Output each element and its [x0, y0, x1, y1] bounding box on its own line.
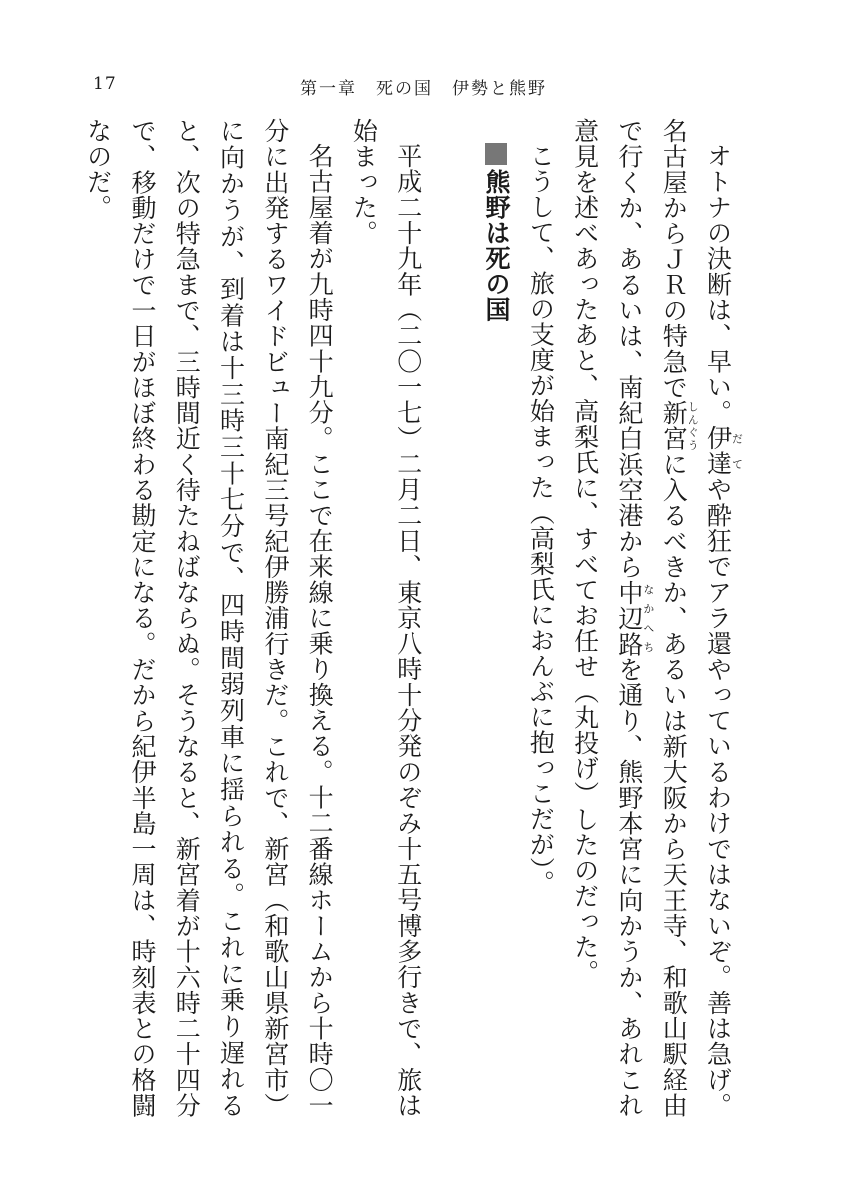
paragraph-2: こうして、旅の支度が始まった（高梨氏におんぶに抱っこだが）。	[526, 143, 556, 896]
running-title: 第一章 死の国 伊勢と熊野	[300, 79, 547, 99]
paragraph-4: 名古屋着が九時四十九分。ここで在来線に乗り換える。十二番線ホームから十時〇一分に出発するワイドビュー南紀三号紀伊勝浦行きだ。これで、新宮（和歌山県新宮市）に向かうが、到着は十三時三十七分で、四時間弱列車に揺られる。これに乗り遅れると、次の特急まで、三時間近く待たねばならぬ。そうなると、新宮着が十六時二十四分で、移動だけで一日がほぼ終わる勘定になる。だから紀伊半島一周は、時刻表との格闘なのだ。	[83, 118, 335, 1118]
section-heading-text: 熊野は死の国	[482, 169, 512, 322]
page-number: 17	[93, 74, 117, 94]
ruby-date: 伊達だて	[703, 425, 744, 477]
ruby-shingu: 新宮しんぐう	[659, 400, 700, 452]
paragraph-1: オトナの決断は、早い。伊達だてや酔狂でアラ還やっているわけではないぞ。善は急げ。名古屋からＪＲの特急で新宮しんぐうに入るべきか、あるいは新大阪から天王寺、和歌山駅経由で行くか、あるいは、南紀白浜空港から中辺路なかへちを通り、熊野本宮に向かうか、あれこれ意見を述べあったあと、高梨氏に、すべてお任せ（丸投げ）したのだった。	[570, 118, 744, 1119]
paragraph-3: 平成二十九年（二〇一七）二月二日、東京八時十分発のぞみ十五号博多行きで、旅は始まった。	[349, 118, 423, 1118]
ruby-nakahechi: 中辺路なかへち	[614, 579, 655, 657]
vertical-body-text	[83, 118, 743, 1118]
section-heading	[474, 118, 518, 1118]
heading-square-icon	[485, 143, 507, 165]
